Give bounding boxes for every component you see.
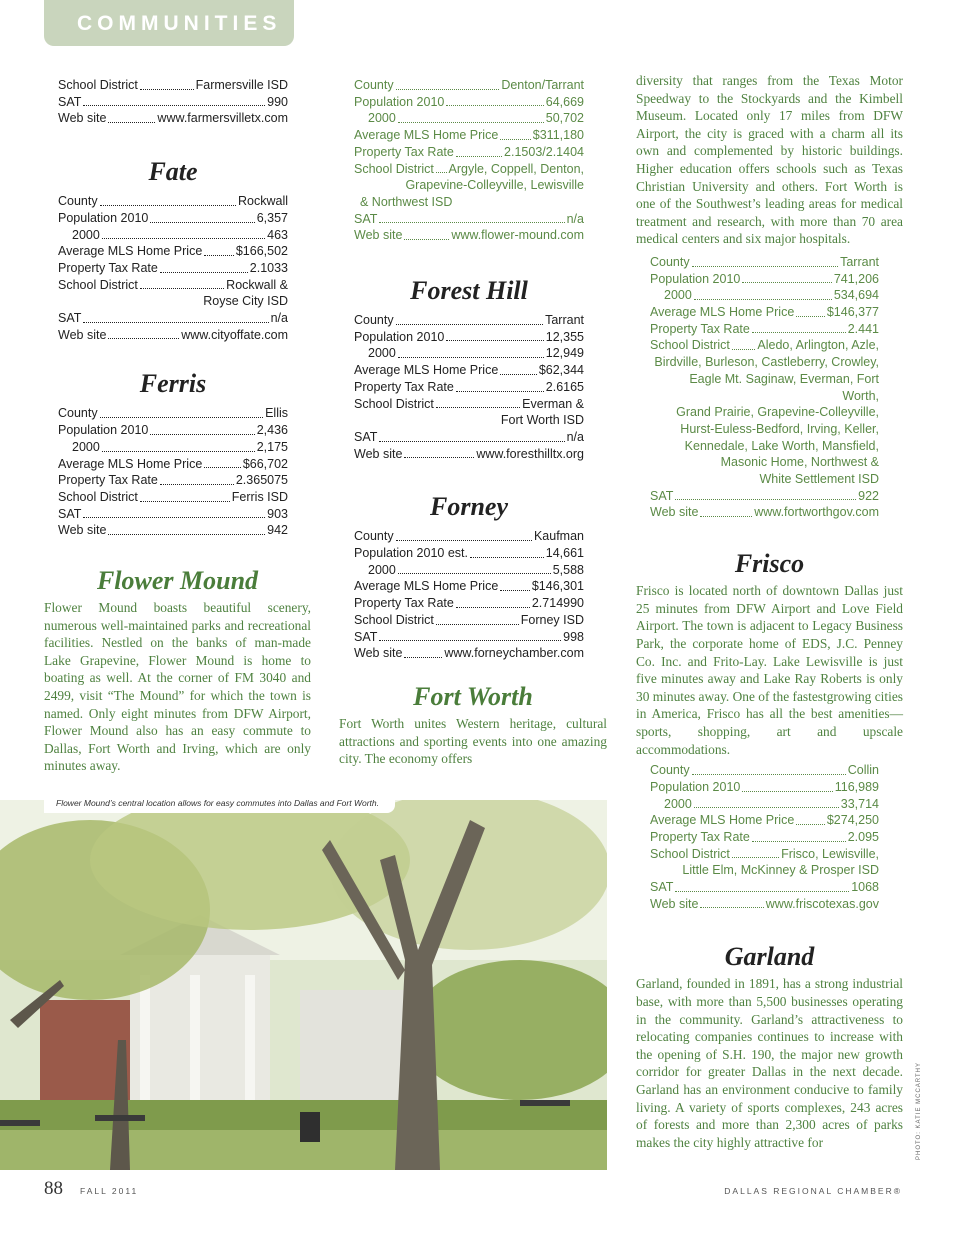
column-3 (636, 72, 903, 1151)
stat-row: SAT 903 (58, 506, 288, 521)
forney-heading: Forney (430, 492, 508, 522)
fort-worth-intro (339, 682, 607, 768)
stat-row: Population 2010 12,355 (354, 329, 584, 344)
flower-mound-text: Flower Mound boasts beautiful scenery, numerous well-maintained parks and recreational facilities. Nestled on the banks of man-made Lake Grapevine, Flower Mound is home to boating as well. At the corner of FM 3040 and 2499, visit “The Mound” for which the town is named. Only eight minutes from DFW Airport, Flower Mound also has an easy commute to Dallas, Fort Worth and Irving, which are only minutes away. (44, 600, 311, 774)
stat-row: Web site www.fortworthgov.com (650, 505, 879, 520)
stat-row: Population 2010 64,669 (354, 94, 584, 109)
stat-row: 2000 50,702 (368, 111, 584, 126)
stat-row: School District Frisco, Lewisville, (650, 846, 879, 861)
stat-row: Average MLS Home Price $311,180 (354, 128, 584, 143)
stat-row: Eagle Mt. Saginaw, Everman, Fort Worth, (689, 371, 879, 403)
stat-row: Population 2010 116,989 (650, 779, 879, 794)
stat-row: SAT 998 (354, 629, 584, 644)
publisher-label: DALLAS REGIONAL CHAMBER® (724, 1186, 902, 1196)
stat-row: SAT n/a (58, 311, 288, 326)
stat-row: Web site www.farmersvilletx.com (58, 111, 288, 126)
stat-row: School District Ferris ISD (58, 489, 288, 504)
photo-credit: PHOTO: KATIE MCCARTHY (916, 1061, 922, 1160)
stat-row: Web site www.flower-mound.com (354, 228, 584, 243)
frisco-stats (650, 762, 879, 912)
garland-heading: Garland (724, 942, 815, 972)
stat-row: School District Aledo, Arlington, Azle, (650, 338, 879, 353)
stat-row: School District Farmersville ISD (58, 78, 288, 92)
flower-mound-heading: Flower Mound (96, 566, 259, 595)
stat-row: Average MLS Home Price $66,702 (58, 456, 288, 471)
ferris-heading: Ferris (139, 369, 207, 399)
stat-row: Property Tax Rate 2.095 (650, 829, 879, 844)
stat-row: SAT n/a (354, 211, 584, 226)
frisco-text: Frisco is located north of downtown Dallas just 25 minutes from DFW Airport and Love Field Airport. The town is adjacent to Legacy Business Park, the corporate home of EDS, J.C. Penney Co. Inc. and Frito-Lay. Lake Lewisville is just five minutes away and Lake Ray Roberts is only 30 minutes away. One of the fastestgrowing cities in America, Frisco has all the best amenities—sports, shopping, art and upscale accommodations. (636, 583, 903, 757)
stat-row: Kennedale, Lake Worth, Mansfield, (684, 438, 879, 453)
stat-row: Royse City ISD (203, 294, 288, 309)
stat-row: Little Elm, McKinney & Prosper ISD (682, 863, 879, 878)
stat-row: 2000 534,694 (664, 288, 879, 303)
stat-row: County Tarrant (354, 313, 584, 328)
stat-row: Property Tax Rate 2.714990 (354, 596, 584, 611)
stat-row: School District Argyle, Coppell, Denton, (354, 161, 584, 176)
stat-row: SAT 922 (650, 488, 879, 503)
section-tab: COMMUNITIES (44, 0, 294, 46)
flower-mound-intro (44, 566, 311, 775)
fort-worth-continued-text: diversity that ranges from the Texas Motor Speedway to the Stockyards and the Kimbell Museum. Located only 17 miles from DFW Airport, the city is graced with a charm all its own and complemented by historic buildings. Higher education offers schools such as Texas Christian University and others. Fort Worth is one of the Southwest’s leading areas for medical treatment and research, with more than 70 area medical centers and six major hospitals. (636, 73, 903, 247)
park-photo (0, 800, 607, 1170)
issue-label: FALL 2011 (80, 1186, 139, 1196)
stat-row: Web site www.friscotexas.gov (650, 896, 879, 911)
stat-row: Fort Worth ISD (500, 413, 584, 428)
stat-row: School District Rockwall & (58, 277, 288, 292)
fort-worth-text: Fort Worth unites Western heritage, cultural attractions and sporting events into one amazing city. The economy offers (339, 716, 607, 767)
stat-row: Web site www.forneychamber.com (354, 646, 584, 661)
stat-row: Average MLS Home Price $274,250 (650, 813, 879, 828)
stat-row: SAT 990 (58, 94, 288, 109)
stat-row: Population 2010 741,206 (650, 271, 879, 286)
fort-worth-stats (650, 254, 879, 521)
stat-row: Hurst-Euless-Bedford, Irving, Keller, (680, 421, 879, 436)
stat-row: Masonic Home, Northwest & (720, 455, 879, 470)
stat-row: Property Tax Rate 2.441 (650, 321, 879, 336)
photo-caption: Flower Mound’s central location allows for easy commutes into Dallas and Fort Worth. (44, 794, 395, 813)
stat-row: County Denton/Tarrant (354, 78, 584, 92)
stat-row: 2000 463 (72, 227, 288, 242)
stat-row: Property Tax Rate 2.365075 (58, 473, 288, 488)
stat-row: SAT n/a (354, 429, 584, 444)
stat-row: Property Tax Rate 2.1503/2.1404 (354, 144, 584, 159)
stat-row: County Collin (650, 763, 879, 778)
stat-row: White Settlement ISD (759, 472, 879, 487)
stat-row: Web site www.cityoffate.com (58, 327, 288, 342)
column-2 (354, 77, 584, 662)
page-number: 88 (44, 1178, 63, 1199)
stat-row: County Kaufman (354, 529, 584, 544)
stat-row: Grapevine-Colleyville, Lewisville (405, 178, 584, 193)
park-scene-illustration (0, 800, 607, 1170)
frisco-heading: Frisco (734, 549, 805, 579)
stat-row: 2000 12,949 (368, 346, 584, 361)
stat-row: County Rockwall (58, 194, 288, 209)
garland-text: Garland, founded in 1891, has a strong industrial base, with more than 5,500 businesses operating in the community. Garland’s attractiveness to relocating companies continues to increase with the opening of S.H. 190, the major new growth corridor for greater Dallas in the next decade. Garland has an environment conducive to family living. A variety of sports complexes, 243 acres of forests and more than 2,300 acres of parks makes the city highly attractive for (636, 976, 903, 1150)
stat-row: Population 2010 2,436 (58, 423, 288, 438)
ferris-stats (58, 405, 288, 539)
stat-row: Birdville, Burleson, Castleberry, Crowley, (654, 355, 879, 370)
stat-row: School District Everman & (354, 396, 584, 411)
stat-row: Property Tax Rate 2.6165 (354, 379, 584, 394)
fate-heading: Fate (148, 157, 198, 187)
stat-row: County Tarrant (650, 254, 879, 269)
farmersville-stats (58, 77, 288, 127)
forest-hill-stats (354, 312, 584, 462)
stat-row: SAT 1068 (650, 880, 879, 895)
stat-row: 2000 33,714 (664, 796, 879, 811)
forney-stats (354, 528, 584, 662)
stat-row: Web site 942 (58, 523, 288, 538)
stat-row: Population 2010 6,357 (58, 210, 288, 225)
stat-row: Average MLS Home Price $146,301 (354, 579, 584, 594)
stat-row: Grand Prairie, Grapevine-Colleyville, (676, 405, 879, 420)
stat-row: Population 2010 est. 14,661 (354, 546, 584, 561)
column-1 (58, 77, 288, 539)
stat-row: Property Tax Rate 2.1033 (58, 260, 288, 275)
stat-row: Average MLS Home Price $62,344 (354, 363, 584, 378)
stat-row: School District Forney ISD (354, 612, 584, 627)
stat-row: 2000 2,175 (72, 439, 288, 454)
fort-worth-heading: Fort Worth (413, 682, 533, 711)
forest-hill-heading: Forest Hill (410, 276, 528, 306)
fate-stats (58, 193, 288, 343)
stat-row: 2000 5,588 (368, 562, 584, 577)
stat-row: Average MLS Home Price $146,377 (650, 305, 879, 320)
stat-row: Average MLS Home Price $166,502 (58, 244, 288, 259)
stat-row: Web site www.foresthilltx.org (354, 446, 584, 461)
flower-mound-stats: County Denton/Tarrant Population 2010 64,669 2000 50,702 Average MLS Home Price $311,180 Property Tax Rate 2.1503/2.1404 School District Argyle, Coppell, Denton, Grapevine-Colleyville, Lewisville & Northwest ISD SAT n/a Web site www.flower-mound.com (354, 78, 584, 243)
stat-row: County Ellis (58, 406, 288, 421)
